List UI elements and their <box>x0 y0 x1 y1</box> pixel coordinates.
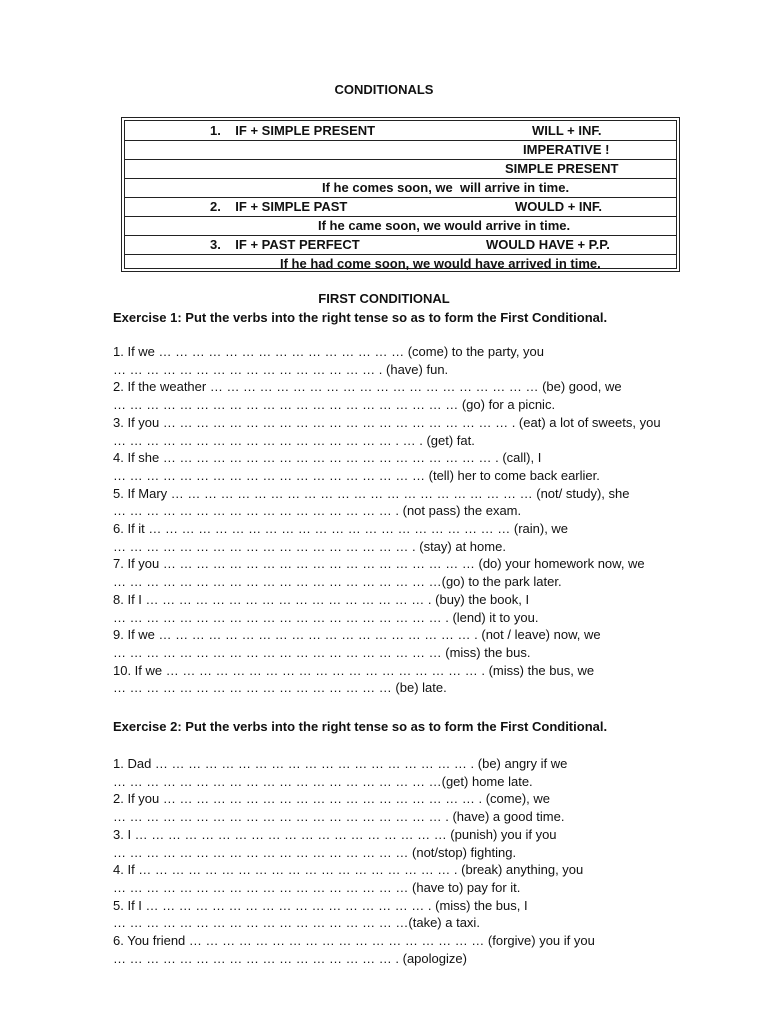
exercise-line: 2. If you … … … … … … … … … … … … … … … … … … … . (come), we <box>113 791 550 807</box>
exercise-line: 7. If you … … … … … … … … … … … … … … … … … … … (do) your homework now, we <box>113 556 645 572</box>
exercise-line: 1. Dad … … … … … … … … … … … … … … … … … … … . (be) angry if we <box>113 756 568 771</box>
exercise-line: 10. If we … … … … … … … … … … … … … … … … … … … . (miss) the bus, we <box>113 662 595 678</box>
exercise-line: 2. If the weather … … … … … … … … … … … … … … … … … … … … (be) good, we <box>113 379 622 395</box>
table-row <box>125 178 676 198</box>
table-cell-right: SIMPLE PRESENT <box>505 161 619 176</box>
exercise-line: 9. If we … … … … … … … … … … … … … … … … … … … . (not / leave) now, we <box>113 627 601 643</box>
exercise-line: … … … … … … … … … … … … … … … … … …(take) a taxi. <box>113 915 480 931</box>
exercise-line: … … … … … … … … … … … … … … … … … . (not pass) the exam. <box>113 503 522 519</box>
table-cell-right: WILL + INF. <box>532 123 602 138</box>
table-cell-left: 3. IF + PAST PERFECT <box>210 237 360 252</box>
exercise-line: 5. If I … … … … … … … … … … … … … … … … … . (miss) the bus, I <box>113 897 528 913</box>
table-row <box>125 254 676 273</box>
exercise-line: … … … … … … … … … … … … … … … … … … … …(go) to the park later. <box>113 574 562 590</box>
table-cell-right: WOULD HAVE + P.P. <box>486 237 610 252</box>
table-cell-right: If he had come soon, we would have arrived in time. <box>280 256 601 271</box>
conditionals-table-inner <box>124 120 677 269</box>
exercise-line: 8. If I … … … … … … … … … … … … … … … … … . (buy) the book, I <box>113 591 530 607</box>
exercise-1-heading: Exercise 1: Put the verbs into the right tense so as to form the First Conditional. <box>113 310 608 325</box>
exercise-line: 4. If … … … … … … … … … … … … … … … … … … … . (break) anything, you <box>113 862 584 878</box>
table-row <box>125 159 676 179</box>
exercise-line: 3. I … … … … … … … … … … … … … … … … … … … (punish) you if you <box>113 826 557 842</box>
exercise-line: 4. If she … … … … … … … … … … … … … … … … … … … … . (call), I <box>113 450 542 466</box>
exercise-line: … … … … … … … … … … … … … … … … … … . (stay) at home. <box>113 538 506 554</box>
table-row <box>125 235 676 255</box>
exercise-2-heading: Exercise 2: Put the verbs into the right tense so as to form the First Conditional. <box>113 719 608 734</box>
exercise-line: … … … … … … … … … … … … … … … … … . … . (get) fat. <box>113 432 475 448</box>
table-cell-right: IMPERATIVE ! <box>523 142 610 157</box>
table-cell-left: 1. IF + SIMPLE PRESENT <box>210 123 376 138</box>
table-cell-left: 2. IF + SIMPLE PAST <box>210 199 348 214</box>
exercise-line: 3. If you … … … … … … … … … … … … … … … … … … … … … . (eat) a lot of sweets, you <box>113 414 661 430</box>
table-cell-right: If he comes soon, we will arrive in time. <box>322 180 570 195</box>
page-title: CONDITIONALS <box>334 82 434 97</box>
conditionals-table <box>121 117 680 272</box>
exercise-line: … … … … … … … … … … … … … … … … … … … …(get) home late. <box>113 773 533 789</box>
exercise-line: … … … … … … … … … … … … … … … … … … … … (miss) the bus. <box>113 644 531 660</box>
table-row <box>125 216 676 236</box>
exercise-line: … … … … … … … … … … … … … … … … … … … … … (go) for a picnic. <box>113 397 556 413</box>
exercise-line: … … … … … … … … … … … … … … … … … … (not/stop) fighting. <box>113 844 517 860</box>
exercise-line: 6. You friend … … … … … … … … … … … … … … … … … … (forgive) you if you <box>113 933 595 948</box>
exercise-line: 1. If we … … … … … … … … … … … … … … … (come) to the party, you <box>113 344 545 359</box>
exercise-line: … … … … … … … … … … … … … … … … … … … (tell) her to come back earlier. <box>113 467 600 483</box>
exercise-line: … … … … … … … … … … … … … … … … … … … … . (lend) it to you. <box>113 609 539 625</box>
table-row <box>125 140 676 160</box>
exercise-line: 5. If Mary … … … … … … … … … … … … … … … … … … … … … … (not/ study), she <box>113 485 630 501</box>
table-cell-right: WOULD + INF. <box>515 199 603 214</box>
exercise-line: … … … … … … … … … … … … … … … … … … … … . (have) a good time. <box>113 809 565 825</box>
exercise-line: … … … … … … … … … … … … … … … … … . (apologize) <box>113 950 467 966</box>
exercise-line: … … … … … … … … … … … … … … … … … … (have to) pay for it. <box>113 879 521 895</box>
exercise-line: … … … … … … … … … … … … … … … … . (have) fun. <box>113 361 449 377</box>
table-cell-right: If he came soon, we would arrive in time. <box>318 218 571 233</box>
table-row <box>125 197 676 217</box>
section-title: FIRST CONDITIONAL <box>318 291 450 306</box>
table-row <box>125 121 676 141</box>
exercise-line: 6. If it … … … … … … … … … … … … … … … … … … … … … … (rain), we <box>113 521 569 536</box>
exercise-line: … … … … … … … … … … … … … … … … … (be) late. <box>113 680 447 696</box>
